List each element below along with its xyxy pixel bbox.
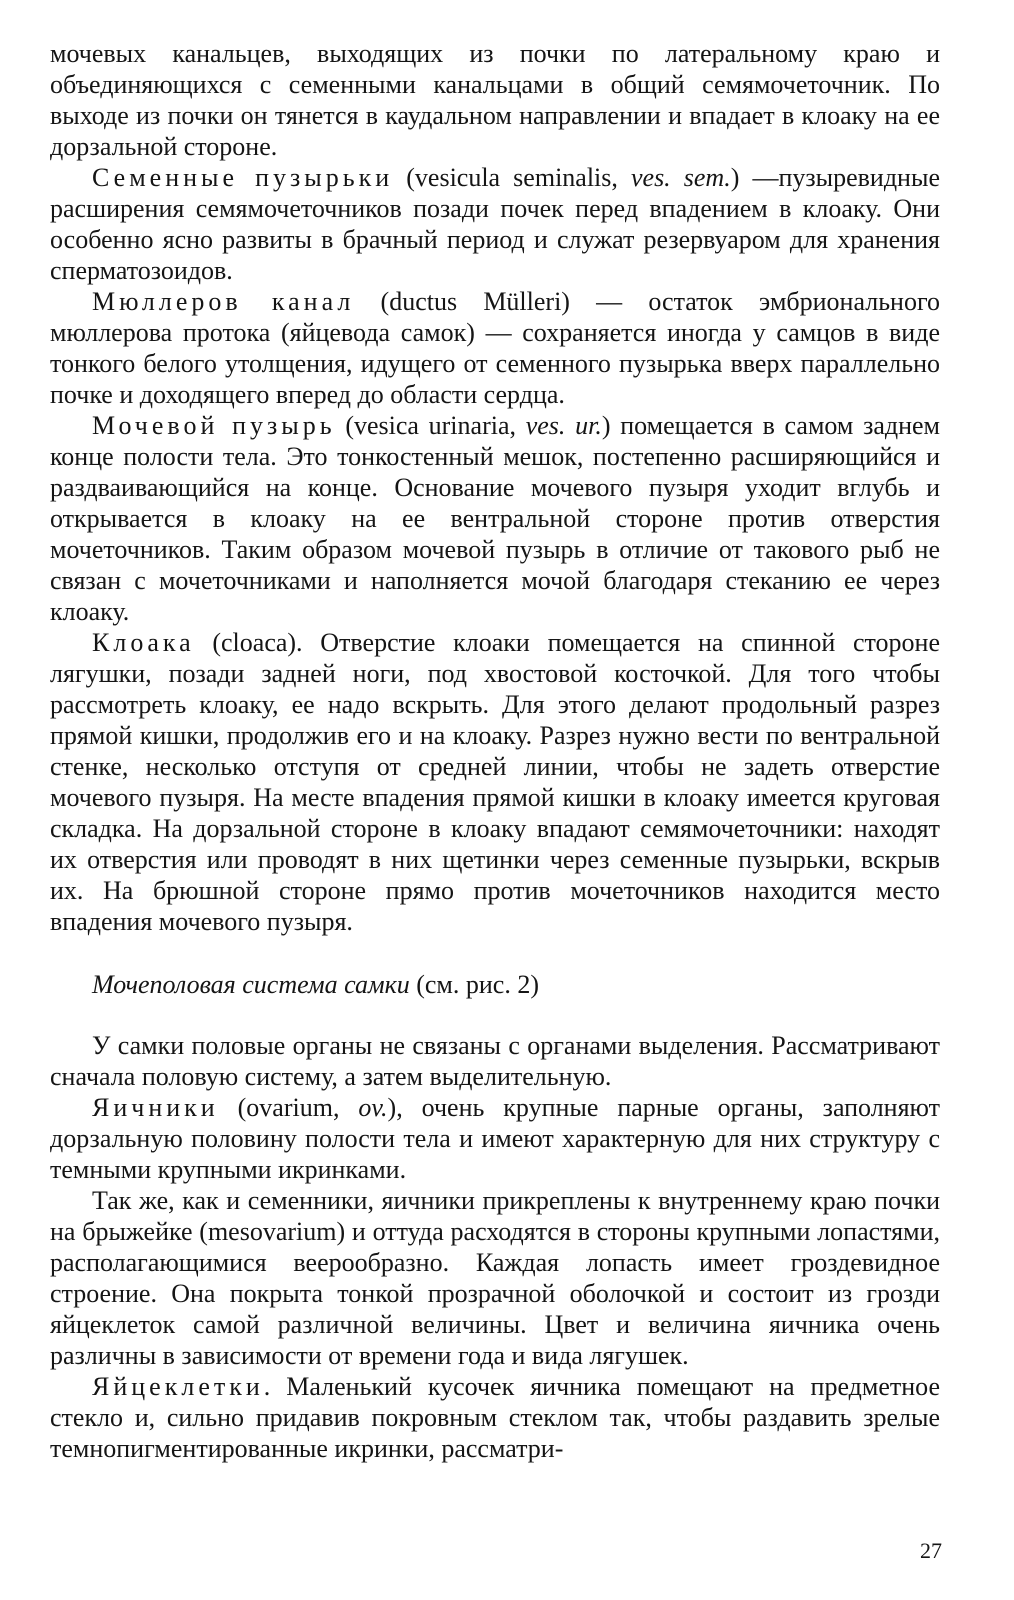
paragraph-ovary-structure: [50, 1185, 940, 1371]
term-ovaries: Яичники: [92, 1093, 219, 1122]
page-body: [50, 38, 940, 1464]
paragraph-mullerian-duct: [50, 286, 940, 410]
paragraph-ovaries: [50, 1092, 940, 1185]
abbreviation: ves. sem.: [630, 163, 731, 192]
latin-name: (vesicula seminalis,: [393, 163, 631, 192]
paragraph-text: (cloaca). Отверстие клоаки помещается на спинной стороне лягушки, позади задней ноги, под хвостовой косточкой. Для того чтобы рассмотреть клоаку, ее надо вскрыть. Для этого делают продольный разрез прямой кишки, продолжив его и на клоаку. Разрез нужно вести по вентральной стенке, несколько отступя от средней линии, чтобы не задеть отверстие мочевого пузыря. На месте впадения прямой кишки в клоаку имеется круговая складка. На дорзальной стороне в клоаку впадают семямочеточники: находят их отверстия или проводят в них щетинки через семенные пузырьки, вскрыв их. На брюшной стороне прямо против мочеточников находится место впадения мочевого пузыря.: [50, 628, 940, 936]
term-mullerian-duct: Мюллеров канал: [92, 287, 355, 316]
paragraph-urinary-bladder: [50, 410, 940, 627]
section-heading: [50, 969, 940, 1000]
paragraph-text: . Маленький кусочек яичника помещают на предметное стекло и, сильно придавив покровным стеклом так, чтобы раздавить зрелые темнопигментированные икринки, рассматри-: [50, 1372, 940, 1463]
paragraph-text: (ductus Mülleri) — остаток эмбрионального мюллерова протока (яйцевода самок) — сохраняется иногда у самцов в виде тонкого белого утолщения, идущего от семенного пузырька вверх параллельно почке и доходящего вперед до области сердца.: [50, 287, 940, 409]
paragraph-cloaca: [50, 627, 940, 937]
paragraph-intro-female: [50, 1030, 940, 1092]
paragraph-continuation: [50, 38, 940, 162]
term-seminal-vesicles: Семенные пузырьки: [92, 163, 394, 192]
page-number: 27: [920, 1538, 942, 1563]
term-cloaca: Клоака: [92, 628, 195, 657]
paragraph-text: Так же, как и семенники, яичники прикреплены к внутреннему краю почки на брыжейке (mesovarium) и оттуда расходятся в стороны крупными лопастями, располагающимися веерообразно. Каждая лопасть имеет гроздевидное строение. Она покрыта тонкой прозрачной оболочкой и состоит из грозди яйцеклеток самой различной величины. Цвет и величина яичника очень различны в зависимости от времени года и вида лягушек.: [50, 1186, 940, 1370]
paragraph-text: ) —пузыревидные расширения семямочеточников позади почек перед впадением в клоаку. Они особенно ясно развиты в брачный период и служат резервуаром для хранения сперматозоидов.: [50, 163, 940, 285]
latin-name: (ovarium,: [218, 1093, 359, 1122]
paragraph-text: У самки половые органы не связаны с органами выделения. Рассматривают сначала половую систему, а затем выделительную.: [50, 1031, 940, 1091]
abbreviation: ves. ur.: [525, 411, 602, 440]
paragraph-text: ), очень крупные парные органы, заполняют дорзальную половину полости тела и имеют характерную для них структуру с темными крупными икринками.: [50, 1093, 941, 1184]
section-title: Мочеполовая система самки: [92, 970, 410, 999]
abbreviation: ov.: [358, 1093, 388, 1122]
latin-name: (vesica urinaria,: [335, 411, 526, 440]
paragraph-text: ) помещается в самом заднем конце полости тела. Это тонкостенный мешок, постепенно расширяющийся и раздваивающийся на конце. Основание мочевого пузыря уходит вглубь и открывается в клоаку на ее вентральной стороне против отверстия мочеточников. Таким образом мочевой пузырь в отличие от такового рыб не связан с мочеточниками и наполняется мочой благодаря стеканию ее через клоаку.: [50, 411, 941, 626]
term-urinary-bladder: Мочевой пузырь: [92, 411, 336, 440]
paragraph-seminal-vesicles: [50, 162, 940, 286]
term-egg-cells: Яйцеклетки: [92, 1372, 264, 1401]
figure-reference: (см. рис. 2): [409, 970, 539, 999]
paragraph-text: мочевых канальцев, выходящих из почки по латеральному краю и объединяющихся с семенными канальцами в общий семямочеточник. По выходе из почки он тянется в каудальном направлении и впадает в клоаку на ее дорзальной стороне.: [50, 39, 940, 161]
paragraph-egg-cells: [50, 1371, 940, 1464]
